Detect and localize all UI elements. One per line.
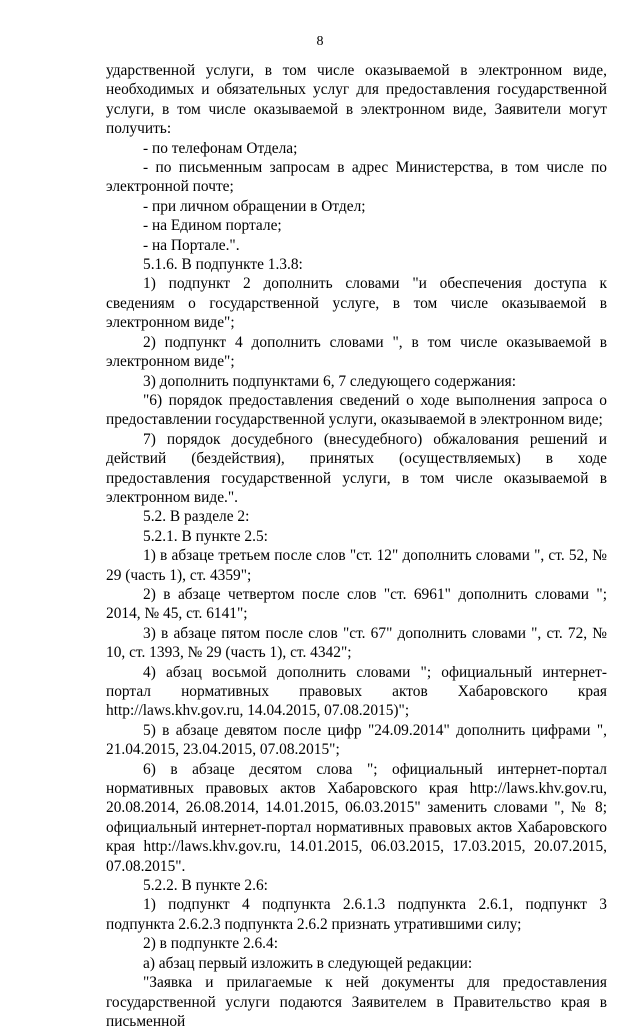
- paragraph: 1) подпункт 4 подпункта 2.6.1.3 подпункта 2.6.1, подпункт 3 подпункта 2.6.2.3 подпункта 2.6.2 признать утратившими силу;: [106, 896, 607, 933]
- paragraph: "6) порядок предоставления сведений о ходе выполнения запроса о предоставлении государственной услуги, оказываемой в электронном виде;: [106, 391, 607, 429]
- paragraph: 7) порядок досудебного (внесудебного) обжалования решений и действий (бездействия), принятых (осуществляемых) в ходе предоставления государственной услуги, в том числе оказываемой в электронном виде.".: [106, 430, 607, 506]
- paragraph: 5.2.2. В пункте 2.6:: [143, 877, 268, 895]
- paragraph: ударственной услуги, в том числе оказываемой в электронном виде, необходимых и обязательных услуг для предоставления государственной услуги, в том числе оказываемой в электронном виде, Заявители могут получить:: [106, 62, 607, 138]
- paragraph: а) абзац первый изложить в следующей редакции:: [143, 954, 473, 972]
- page-number: 8: [316, 34, 324, 49]
- paragraph: - по письменным запросам в адрес Министерства, в том числе по электронной почте;: [106, 159, 607, 196]
- paragraph: 1) в абзаце третьем после слов "ст. 12" дополнить словами ", ст. 52, № 29 (часть 1), ст. 4359";: [106, 547, 607, 584]
- paragraph: 6) в абзаце десятом слова "; официальный интернет-портал нормативных правовых актов Хабаровского края http://laws.khv.gov.ru, 20.08.2014, 26.08.2014, 14.01.2015, 06.03.2015" заменить словами ", № 8; официальный интернет-портал нормативных правовых актов Хабаровского края http://laws.khv.gov.ru, 14.01.2015, 06.03.2015, 17.03.2015, 20.07.2015, 07.08.2015".: [106, 760, 607, 875]
- paragraph: 2) подпункт 4 дополнить словами ", в том числе оказываемой в электронном виде";: [106, 333, 607, 371]
- paragraph: 5.2.1. В пункте 2.5:: [143, 527, 268, 545]
- paragraph: 3) дополнить подпунктами 6, 7 следующего содержания:: [143, 372, 516, 390]
- paragraph: 2) в абзаце четвертом после слов "ст. 6961" дополнить словами "; 2014, № 45, ст. 6141";: [106, 585, 607, 623]
- paragraph: 1) подпункт 2 дополнить словами "и обеспечения доступа к сведениям о государственной услуге, в том числе оказываемой в электронном виде";: [106, 275, 607, 332]
- paragraph: 5.1.6. В подпункте 1.3.8:: [143, 256, 303, 274]
- document-body: [106, 61, 607, 1031]
- paragraph: 5.2. В разделе 2:: [143, 508, 250, 526]
- paragraph: - при личном обращении в Отдел;: [143, 197, 366, 215]
- paragraph: - на Едином портале;: [143, 217, 282, 235]
- paragraph: 5) в абзаце девятом после цифр "24.09.2014" дополнить цифрами ", 21.04.2015, 23.04.2015, 07.08.2015";: [106, 721, 607, 759]
- paragraph: "Заявка и прилагаемые к ней документы для предоставления государственной услуги подаются Заявителем в Правительство края в письменной: [106, 974, 607, 1030]
- paragraph: - по телефонам Отдела;: [143, 139, 298, 157]
- paragraph: - на Портале.".: [143, 236, 240, 254]
- paragraph: 3) в абзаце пятом после слов "ст. 67" дополнить словами ", ст. 72, № 10, ст. 1393, № 29 (часть 1), ст. 4342";: [106, 624, 607, 662]
- paragraph: 2) в подпункте 2.6.4:: [143, 935, 279, 953]
- paragraph: 4) абзац восьмой дополнить словами "; официальный интернет-портал нормативных правовых актов Хабаровского края http://laws.khv.gov.ru, 14.04.2015, 07.08.2015)";: [106, 663, 607, 720]
